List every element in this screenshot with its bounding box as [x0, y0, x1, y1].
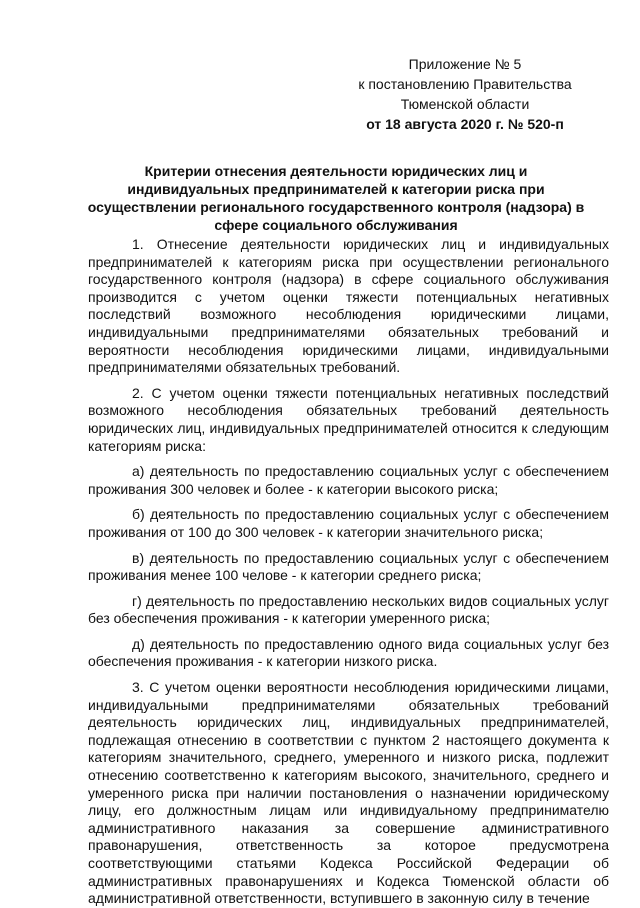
appendix-date-number: от 18 августа 2020 г. № 520-п [366, 116, 564, 132]
list-item-g: г) деятельность по предоставлению нескольких видов социальных услуг без обеспечения проживания - к категории умеренного риска; [88, 592, 609, 627]
list-item-a: а) деятельность по предоставлению социальных услуг с обеспечением проживания 300 человек и более - к категории высокого риска; [88, 463, 609, 497]
document-body [88, 236, 609, 908]
list-item-b: б) деятельность по предоставлению социальных услуг с обеспечением проживания от 100 до 300 человек - к категории значительного риска; [88, 506, 609, 540]
paragraph-2: 2. С учетом оценки тяжести потенциальных негативных последствий возможного несоблюдения обязательных требований деятельность юридических лиц, индивидуальных предпринимателей относится к следующим категориям риска: [88, 384, 609, 454]
appendix-header [340, 54, 590, 134]
paragraph-1: 1. Отнесение деятельности юридических лиц и индивидуальных предпринимателей к категориям риска при осуществлении регионального государственного контроля (надзора) в сфере социального обслуживания производится с учетом оценки тяжести потенциальных негативных последствий возможного несоблюдения юридическими лицами, индивидуальными предпринимателями обязательных требований и вероятности несоблюдения юридическими лицами, индивидуальными предпринимателями обязательных требований. [88, 236, 609, 376]
appendix-region: Тюменской области [400, 96, 530, 112]
document-title: Критерии отнесения деятельности юридических лиц и индивидуальных предпринимателей к категории риска при осуществлении регионального государственного контроля (надзора) в сфере социального обслуживания [87, 163, 585, 233]
list-item-v: в) деятельность по предоставлению социальных услуг с обеспечением проживания менее 100 челове - к категории среднего риска; [88, 549, 609, 584]
appendix-number: Приложение № 5 [408, 56, 522, 72]
paragraph-3: 3. С учетом оценки вероятности несоблюдения юридическими лицами, индивидуальными предпринимателями обязательных требований деятельность юридических лиц, индивидуальных предпринимателей, подлежащая отнесению в соответствии с пунктом 2 настоящего документа к категориям значительного, среднего, умеренного и низкого риска, подлежит отнесению соответственно к категориям высокого, значительного, среднего и умеренного риска при наличии постановления о назначении юридическому лицу, его должностным лицам или индивидуальному предпринимателю административного наказания за совершение административного правонарушения, ответственность за которое предусмотрена соответствующими статьями Кодекса Российской Федерации об административных правонарушениях и Кодекса Тюменской области об административной ответственности, вступившего в законную силу в течение [88, 679, 609, 907]
list-item-d: д) деятельность по предоставлению одного вида социальных услуг без обеспечения проживания - к категории низкого риска. [88, 635, 609, 670]
appendix-resolution: к постановлению Правительства [358, 76, 572, 92]
